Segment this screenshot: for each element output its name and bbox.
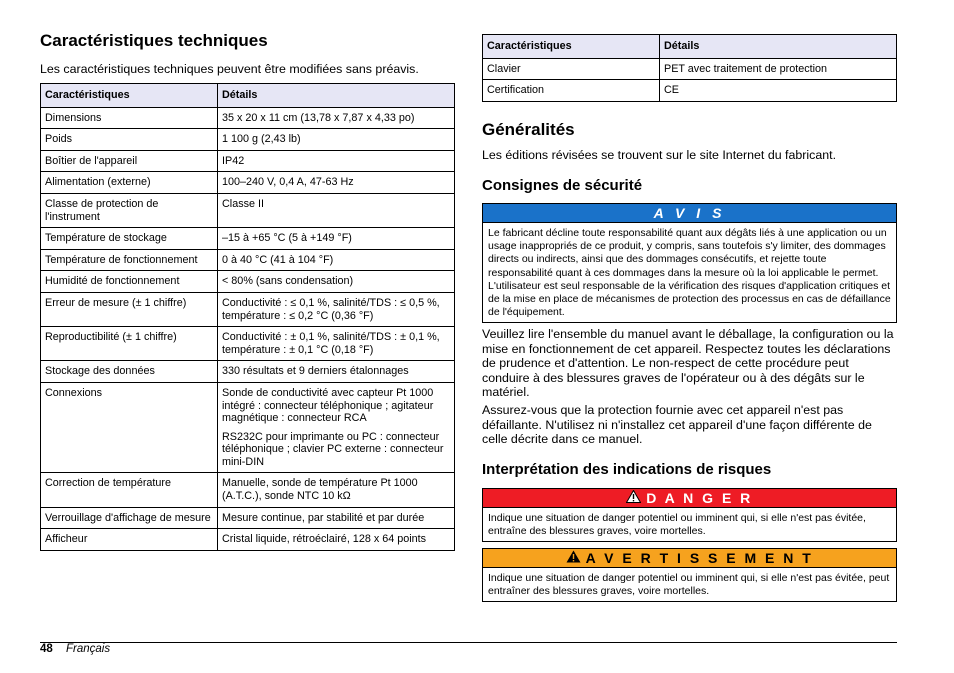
table-row bbox=[41, 292, 455, 326]
spec-value-text: Conductivité : ≤ 0,1 %, salinité/TDS : ≤ 0,5 %, température : ≤ 0,2 °C (0,36 °F) bbox=[222, 296, 440, 322]
table-row bbox=[41, 150, 455, 172]
spec-name-cell: Température de stockage bbox=[41, 228, 218, 250]
spec-name-cell: Alimentation (externe) bbox=[41, 172, 218, 194]
specs-table-continued bbox=[482, 34, 897, 102]
spec-value-text: CE bbox=[664, 84, 679, 97]
table-row bbox=[41, 327, 455, 361]
spec-name-cell: Afficheur bbox=[41, 529, 218, 551]
spec-name-cell: Classe de protection de l'instrument bbox=[41, 193, 218, 227]
specs-heading: Caractéristiques techniques bbox=[40, 31, 268, 50]
spec-name-cell: Température de fonctionnement bbox=[41, 249, 218, 271]
spec-name-cell: Boîtier de l'appareil bbox=[41, 150, 218, 172]
spec-name-cell: Verrouillage d'affichage de mesure bbox=[41, 507, 218, 529]
spec-name-cell: Erreur de mesure (± 1 chiffre) bbox=[41, 292, 218, 326]
danger-label: D A N G E R bbox=[646, 490, 753, 506]
spec-value-text: Mesure continue, par stabilité et par durée bbox=[222, 511, 425, 524]
spec-value-text: 35 x 20 x 11 cm (13,78 x 7,87 x 4,33 po) bbox=[222, 111, 415, 124]
header-cell: Détails bbox=[660, 35, 897, 59]
warning-bar bbox=[483, 549, 896, 567]
spec-name-cell: Stockage des données bbox=[41, 361, 218, 383]
safety-paragraph-1: Veuillez lire l'ensemble du manuel avant le déballage, la configuration ou la mise en fonctionnement de cet appareil. Respectez toutes les déclarations de prudence et d'attention. Le non-respect de cette procédure peut conduire à des blessures graves de l'opérateur ou à des dégâts sur le matériel. bbox=[482, 327, 894, 399]
spec-value-cell bbox=[660, 80, 897, 102]
spec-name-cell: Connexions bbox=[41, 382, 218, 473]
spec-value-text: Classe II bbox=[222, 197, 265, 210]
spec-value-cell bbox=[218, 129, 455, 151]
danger-text: Indique une situation de danger potentiel ou imminent qui, si elle n'est pas évitée, entraîne des blessures graves, voire mortelles. bbox=[483, 507, 896, 541]
specs-intro: Les caractéristiques techniques peuvent être modifiées sans préavis. bbox=[40, 62, 419, 76]
spec-value-cell bbox=[660, 58, 897, 80]
table-row bbox=[483, 80, 897, 102]
spec-value-cell bbox=[218, 292, 455, 326]
spec-value-text: 330 résultats et 9 derniers étalonnages bbox=[222, 365, 409, 378]
spec-value-text: < 80% (sans condensation) bbox=[222, 275, 354, 288]
header-cell: Caractéristiques bbox=[483, 35, 660, 59]
page-footer bbox=[40, 643, 110, 655]
table-row bbox=[41, 507, 455, 529]
safety-paragraph-2: Assurez-vous que la protection fournie avec cet appareil n'est pas défaillante. N'utilisez ni n'installez cet appareil d'une façon différente de celle décrite dans ce manuel. bbox=[482, 403, 872, 446]
avis-notice bbox=[482, 203, 897, 323]
spec-value-cell bbox=[218, 327, 455, 361]
spec-name-cell: Reproductibilité (± 1 chiffre) bbox=[41, 327, 218, 361]
table-row bbox=[41, 473, 455, 507]
table-row bbox=[41, 129, 455, 151]
spec-value-text: Cristal liquide, rétroéclairé, 128 x 64 points bbox=[222, 533, 427, 546]
table-row bbox=[41, 107, 455, 129]
table-row bbox=[41, 529, 455, 551]
spec-value-cell bbox=[218, 172, 455, 194]
table-row bbox=[41, 193, 455, 227]
avis-label: A V I S bbox=[483, 204, 896, 222]
table-row bbox=[41, 228, 455, 250]
warning-triangle-icon bbox=[566, 550, 581, 566]
header-cell: Caractéristiques bbox=[41, 84, 218, 108]
spec-value-cell bbox=[218, 271, 455, 293]
spec-value-cell bbox=[218, 507, 455, 529]
spec-value-cell bbox=[218, 249, 455, 271]
spec-value-text: PET avec traitement de protection bbox=[664, 62, 828, 75]
spec-value-cell bbox=[218, 473, 455, 507]
spec-value-text: Conductivité : ± 0,1 %, salinité/TDS : ± 0,1 %, température : ± 0,1 °C (0,18 °F) bbox=[222, 331, 440, 356]
spec-value-cell bbox=[218, 382, 455, 473]
table-row bbox=[41, 172, 455, 194]
header-cell: Détails bbox=[218, 84, 455, 108]
spec-value-cell bbox=[218, 361, 455, 383]
table-row bbox=[41, 361, 455, 383]
warning-text: Indique une situation de danger potentiel ou imminent qui, si elle n'est pas évitée, peut entraîner des blessures graves, voire mortelles. bbox=[483, 567, 896, 601]
spec-name-cell: Correction de température bbox=[41, 473, 218, 507]
spec-value-text: 1 100 g (2,43 lb) bbox=[222, 133, 301, 146]
table-row bbox=[41, 249, 455, 271]
spec-value-cell bbox=[218, 150, 455, 172]
spec-value-text: 100–240 V, 0,4 A, 47-63 Hz bbox=[222, 176, 354, 189]
table-row bbox=[41, 271, 455, 293]
warning-label: A V E R T I S S E M E N T bbox=[585, 550, 814, 566]
spec-name-cell: Dimensions bbox=[41, 107, 218, 129]
spec-value-cell bbox=[218, 193, 455, 227]
spec-value-text: –15 à +65 °C (5 à +149 °F) bbox=[222, 232, 352, 245]
table-header-row bbox=[483, 35, 897, 59]
table-row bbox=[41, 382, 455, 473]
spec-value-cell bbox=[218, 107, 455, 129]
spec-name-cell: Clavier bbox=[483, 58, 660, 80]
spec-name-cell: Certification bbox=[483, 80, 660, 102]
danger-bar bbox=[483, 489, 896, 507]
footer-divider bbox=[40, 642, 897, 643]
spec-value-text: Manuelle, sonde de température Pt 1000 (A.T.C.), sonde NTC 10 kΩ bbox=[222, 477, 418, 503]
page-number: 48 bbox=[40, 643, 53, 655]
spec-value-cell bbox=[218, 529, 455, 551]
avis-text: Le fabricant décline toute responsabilité quant aux dégâts liés à une application ou un usage inappropriés de ce produit, y compris, sans toutefois s'y limiter, des dommages directs ou indirects, ainsi que des dommages consécutifs, et rejette toute responsabilité quant à ces dommages dans la mesure où la loi applicable le permet. L'utilisateur est seul responsable de la vérification des risques d'application critiques et de la mise en place de mécanismes de protection des processus en cas de défaillance de l'équipement. bbox=[483, 222, 896, 322]
footer-language: Français bbox=[66, 643, 111, 655]
spec-name-cell: Humidité de fonctionnement bbox=[41, 271, 218, 293]
spec-value-text: 0 à 40 °C (41 à 104 °F) bbox=[222, 253, 334, 266]
specs-table bbox=[40, 83, 455, 551]
table-header-row bbox=[41, 84, 455, 108]
spec-value-cell bbox=[218, 228, 455, 250]
spec-name-cell: Poids bbox=[41, 129, 218, 151]
warning-triangle-icon bbox=[626, 490, 641, 506]
table-row bbox=[483, 58, 897, 80]
safety-heading: Consignes de sécurité bbox=[482, 177, 643, 194]
general-text: Les éditions révisées se trouvent sur le site Internet du fabricant. bbox=[482, 148, 837, 162]
spec-value-text: IP42 bbox=[222, 154, 245, 167]
risk-heading: Interprétation des indications de risques bbox=[482, 461, 772, 478]
danger-notice bbox=[482, 488, 897, 542]
general-heading: Généralités bbox=[482, 120, 575, 139]
spec-value-text: RS232C pour imprimante ou PC : connecteur téléphonique ; clavier PC externe : connecteur mini-DIN bbox=[222, 430, 444, 468]
warning-notice bbox=[482, 548, 897, 602]
spec-value-text: Sonde de conductivité avec capteur Pt 1000 intégré : connecteur téléphonique ; agitateur magnétique : connecteur RCA bbox=[222, 386, 434, 425]
